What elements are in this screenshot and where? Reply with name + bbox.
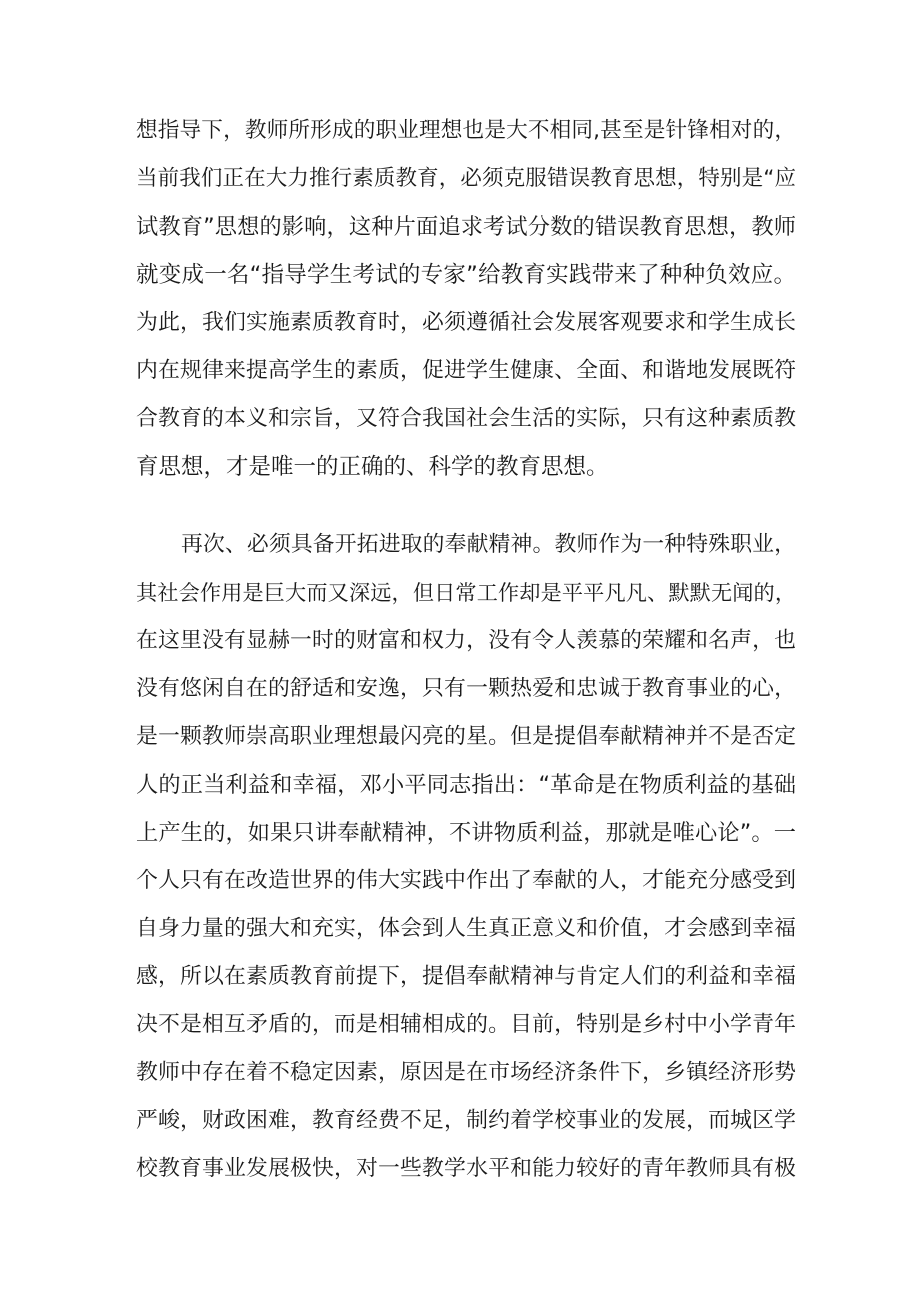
text-line: 个人只有在改造世界的伟大实践中作出了奉献的人，才能充分感受到 [136, 868, 796, 893]
text-line: 没有悠闲自在的舒适和安逸，只有一颗热爱和忠诚于教育事业的心， [136, 676, 796, 701]
paragraph-1 [136, 107, 796, 491]
text-line: 校教育事业发展极快，对一些教学水平和能力较好的青年教师具有极 [136, 1156, 796, 1181]
text-line: 教师中存在着不稳定因素，原因是在市场经济条件下，乡镇经济形势 [136, 1060, 796, 1085]
text-line: 为此，我们实施素质教育时，必须遵循社会发展客观要求和学生成长 [136, 310, 796, 335]
text-line: 其社会作用是巨大而又深远，但日常工作却是平平凡凡、默默无闻的， [136, 580, 796, 605]
text-line: 自身力量的强大和充实，体会到人生真正意义和价值，才会感到幸福 [136, 916, 796, 941]
text-line: 合教育的本义和宗旨，又符合我国社会生活的实际，只有这种素质教 [136, 406, 796, 431]
text-line: 当前我们正在大力推行素质教育，必须克服错误教育思想，特别是“应 [136, 166, 796, 191]
text-line: 是一颗教师崇高职业理想最闪亮的星。但是提倡奉献精神并不是否定 [136, 724, 796, 749]
paragraph-2 [136, 521, 796, 1193]
text-line: 内在规律来提高学生的素质，促进学生健康、全面、和谐地发展既符 [136, 358, 796, 383]
text-line-first-indented: 再次、必须具备开拓进取的奉献精神。教师作为一种特殊职业， [181, 532, 796, 557]
text-line: 想指导下，教师所形成的职业理想也是大不相同,甚至是针锋相对的， [136, 118, 796, 143]
paragraph-spacer [136, 491, 796, 521]
text-line: 感，所以在素质教育前提下，提倡奉献精神与肯定人们的利益和幸福 [136, 964, 796, 989]
text-line-last: 育思想，才是唯一的正确的、科学的教育思想。 [136, 454, 609, 480]
text-line: 试教育”思想的影响，这种片面追求考试分数的错误教育思想，教师 [136, 214, 796, 240]
text-line: 人的正当利益和幸福，邓小平同志指出：“革命是在物质利益的基础 [136, 772, 796, 798]
text-line: 严峻，财政困难，教育经费不足，制约着学校事业的发展，而城区学 [136, 1108, 796, 1133]
text-line: 决不是相互矛盾的，而是相辅相成的。目前，特别是乡村中小学青年 [136, 1012, 796, 1037]
text-line: 在这里没有显赫一时的财富和权力，没有令人羡慕的荣耀和名声，也 [136, 628, 796, 653]
text-line: 就变成一名“指导学生考试的专家”给教育实践带来了种种负效应。 [136, 262, 796, 288]
document-body [136, 107, 796, 1193]
text-line: 上产生的，如果只讲奉献精神，不讲物质利益，那就是唯心论”。一 [136, 820, 796, 846]
